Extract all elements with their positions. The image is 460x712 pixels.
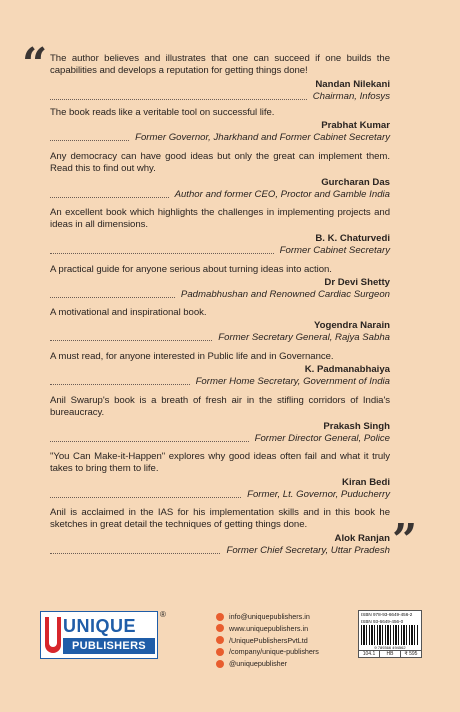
dotted-leader — [50, 553, 220, 554]
endorser-name: Dr Devi Shetty — [324, 277, 390, 289]
dotted-leader — [50, 197, 169, 198]
endorsement-text: A motivational and inspirational book. — [50, 307, 207, 318]
endorsement-text: The book reads like a veritable tool on successful life. — [50, 107, 275, 118]
endorser-title: Former Director General, Police — [254, 432, 390, 444]
isbn-13: ISBN 978-93-6649-456-2 — [361, 612, 413, 617]
endorser-title: Author and former CEO, Proctor and Gamble India — [174, 188, 390, 200]
contact-email[interactable] — [216, 611, 319, 622]
endorser-name: Alok Ranjan — [334, 532, 390, 544]
endorser-name: B. K. Chaturvedi — [315, 232, 390, 244]
endorser-name: K. Padmanabhaiya — [304, 364, 390, 376]
endorser-name: Kiran Bedi — [342, 476, 390, 488]
endorsement — [50, 451, 390, 501]
contact-text: @uniquepublisher — [229, 659, 288, 669]
endorser-name: Gurcharan Das — [321, 176, 390, 188]
dotted-leader — [50, 497, 241, 498]
contact-text: /company/unique-publishers — [229, 647, 319, 657]
barcode-price: ₹ 595 — [404, 651, 418, 657]
endorsement — [50, 151, 390, 201]
barcode-digits: 9 789366 494562 — [374, 645, 406, 650]
dotted-leader — [50, 441, 249, 442]
endorsement — [50, 351, 390, 388]
email-icon — [216, 613, 224, 621]
opening-quote-mark: “ — [22, 39, 48, 90]
endorser-title: Former Cabinet Secretary — [279, 244, 390, 256]
publisher-logo — [40, 611, 158, 659]
endorsement — [50, 264, 390, 301]
endorser-title: Padmabhushan and Renowned Cardiac Surgeon — [180, 289, 390, 301]
dotted-leader — [50, 297, 175, 298]
logo-unique-text: UNIQUE — [63, 616, 137, 636]
dotted-leader — [50, 99, 307, 100]
contact-text: info@uniquepublishers.in — [229, 612, 310, 621]
endorser-name: Yogendra Narain — [313, 320, 390, 332]
endorsement-text: "You Can Make-it-Happen" explores why good ideas often fail and what it truly takes to bring them to life. — [50, 451, 390, 475]
logo-publishers-text: PUBLISHERS — [63, 638, 155, 654]
facebook-icon — [216, 636, 224, 644]
linkedin-icon — [216, 648, 224, 656]
contact-text: /UniquePublishersPvtLtd — [229, 635, 308, 645]
isbn-10: ISBN 93-6649-456-0 — [361, 618, 404, 624]
dotted-leader — [50, 384, 190, 385]
barcode-format: HB — [380, 651, 401, 658]
contact-instagram[interactable] — [216, 658, 319, 669]
endorser-title: Former Secretary General, Rajya Sabha — [218, 332, 390, 344]
endorsement — [50, 507, 390, 557]
isbn-barcode — [358, 610, 422, 658]
dotted-leader — [50, 340, 212, 341]
contact-website[interactable] — [216, 623, 319, 634]
endorser-title: Former Home Secretary, Government of India — [195, 376, 390, 388]
endorser-title: Chairman, Infosys — [312, 90, 390, 102]
web-icon — [216, 624, 224, 632]
endorsement-text: Anil is acclaimed in the IAS for his implementation skills and in this book he sketches in great detail the techniques of getting things done. — [50, 507, 390, 531]
endorser-title: Former Governor, Jharkhand and Former Cabinet Secretary — [135, 132, 390, 144]
endorsement-text: A practical guide for anyone serious about turning ideas into action. — [50, 264, 332, 275]
endorsement-text: An excellent book which highlights the challenges in implementing projects and ideas in all dimensions. — [50, 207, 390, 231]
endorser-name: Prakash Singh — [323, 420, 390, 432]
contact-linkedin[interactable] — [216, 646, 319, 657]
dotted-leader — [50, 253, 274, 254]
endorsement-text: Any democracy can have good ideas but only the great can implement them. Read this to find out why. — [50, 151, 390, 175]
contact-facebook[interactable] — [216, 635, 319, 646]
barcode-code: 104.1 — [359, 651, 380, 658]
endorser-name: Nandan Nilekani — [315, 78, 390, 90]
endorsement — [50, 53, 390, 103]
contact-text: www.uniquepublishers.in — [229, 623, 309, 633]
endorser-title: Former, Lt. Governor, Puducherry — [247, 488, 390, 500]
logo-u-mark — [45, 617, 61, 653]
barcode-info-row — [359, 650, 421, 658]
closing-quote-mark: ” — [392, 515, 418, 566]
endorser-name: Prabhat Kumar — [321, 120, 390, 132]
endorsement — [50, 395, 390, 445]
endorsement-text: The author believes and illustrates that one can succeed if one builds the capabilities and develops a reputation for getting things done! — [50, 53, 390, 77]
endorsement — [50, 207, 390, 257]
endorsement — [50, 307, 390, 344]
barcode-bars — [361, 625, 419, 645]
dotted-leader — [50, 140, 129, 141]
endorser-title: Former Chief Secretary, Uttar Pradesh — [226, 544, 390, 556]
contact-list — [216, 611, 319, 670]
endorsement-text: A must read, for anyone interested in Public life and in Governance. — [50, 351, 334, 362]
endorsement-text: Anil Swarup's book is a breath of fresh air in the stifling corridors of India's bureaucracy. — [50, 395, 390, 419]
endorsement — [50, 107, 390, 144]
registered-mark: ® — [160, 610, 166, 619]
instagram-icon — [216, 660, 224, 668]
